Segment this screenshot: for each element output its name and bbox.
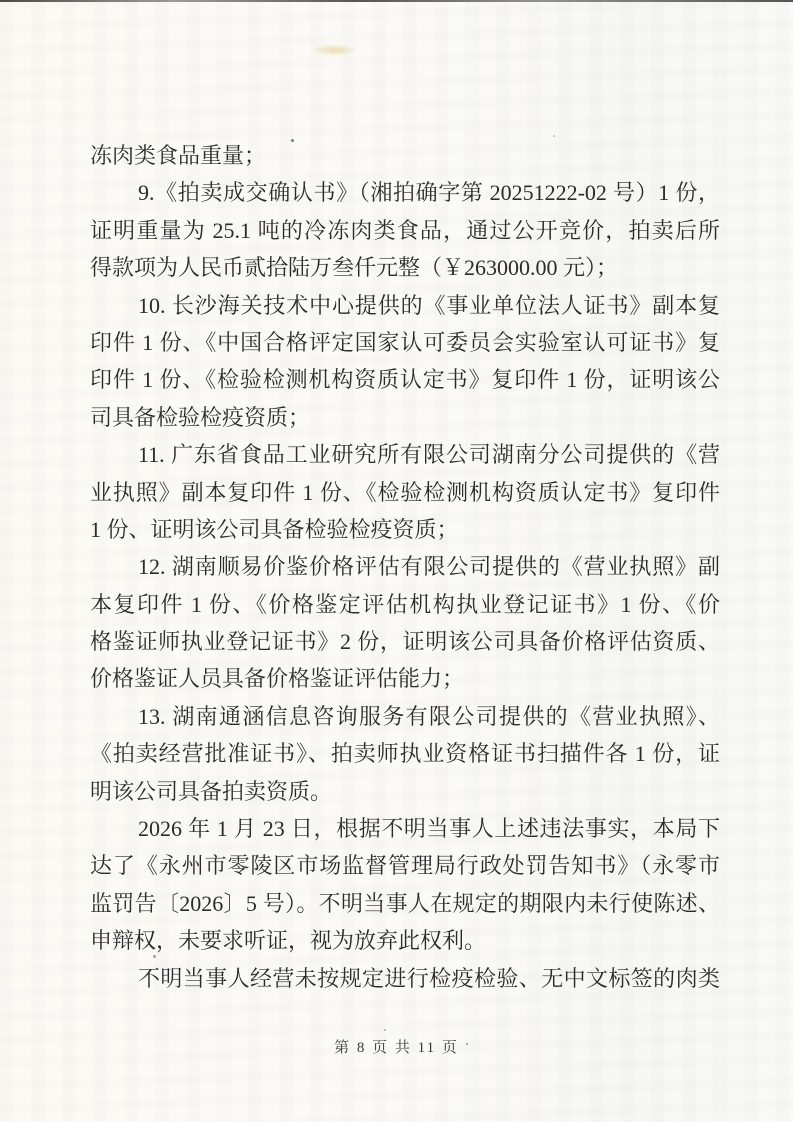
text-line: 印件 1 份、《中国合格评定国家认可委员会实验室认可证书》复 xyxy=(90,329,720,355)
text-line: 司具备检验检疫资质； xyxy=(90,404,311,430)
text-line: 13. 湖南通涵信息咨询服务有限公司提供的《营业执照》、 xyxy=(138,703,720,729)
text-line: 不明当事人经营未按规定进行检疫检验、无中文标签的肉类 xyxy=(138,965,720,991)
text-line: 证明重量为 25.1 吨的冷冻肉类食品，通过公开竞价，拍卖后所 xyxy=(90,217,720,243)
text-line: 冻肉类食品重量； xyxy=(90,143,267,168)
text-line: 价格鉴证人员具备价格鉴证评估能力； xyxy=(90,666,465,692)
text-line: 得款项为人民币贰拾陆万叁仟元整（￥263000.00 元）； xyxy=(90,255,619,281)
text-line: 1 份、证明该公司具备检验检疫资质； xyxy=(90,516,459,542)
text-line: 本复印件 1 份、《价格鉴定评估机构执业登记证书》1 份、《价 xyxy=(90,591,720,617)
page-footer xyxy=(0,1036,793,1057)
text-line: 印件 1 份、《检验检测机构资质认定书》复印件 1 份，证明该公 xyxy=(90,367,720,393)
page-number-label: 第 8 页 共 11 页 xyxy=(334,1040,459,1056)
text-line: 2026 年 1 月 23 日，根据不明当事人上述违法事实，本局下 xyxy=(138,816,720,842)
text-line: 9.《拍卖成交确认书》（湘拍确字第 20251222-02 号）1 份， xyxy=(138,180,720,206)
text-line: 申辩权，未要求听证，视为放弃此权利。 xyxy=(90,928,487,954)
text-line: 《拍卖经营批准证书》、拍卖师执业资格证书扫描件各 1 份，证 xyxy=(90,741,720,767)
text-line: 监罚告〔2026〕5 号）。不明当事人在规定的期限内未行使陈述、 xyxy=(90,890,720,916)
paper-smudge xyxy=(310,44,358,56)
text-line: 12. 湖南顺易价鉴价格评估有限公司提供的《营业执照》副 xyxy=(138,554,720,580)
text-line: 11. 广东省食品工业研究所有限公司湖南分公司提供的《营 xyxy=(138,442,720,468)
scan-speck xyxy=(384,1029,386,1031)
text-line: 达了《永州市零陵区市场监督管理局行政处罚告知书》（永零市 xyxy=(90,853,720,879)
document-body xyxy=(90,137,720,997)
text-line: 明该公司具备拍卖资质。 xyxy=(90,778,333,804)
text-line: 格鉴证师执业登记证书》2 份，证明该公司具备价格评估资质、 xyxy=(90,629,720,655)
scanner-edge-shadow xyxy=(0,0,793,2)
text-line: 业执照》副本复印件 1 份、《检验检测机构资质认定书》复印件 xyxy=(90,479,720,505)
text-line: 10. 长沙海关技术中心提供的《事业单位法人证书》副本复 xyxy=(138,292,720,318)
